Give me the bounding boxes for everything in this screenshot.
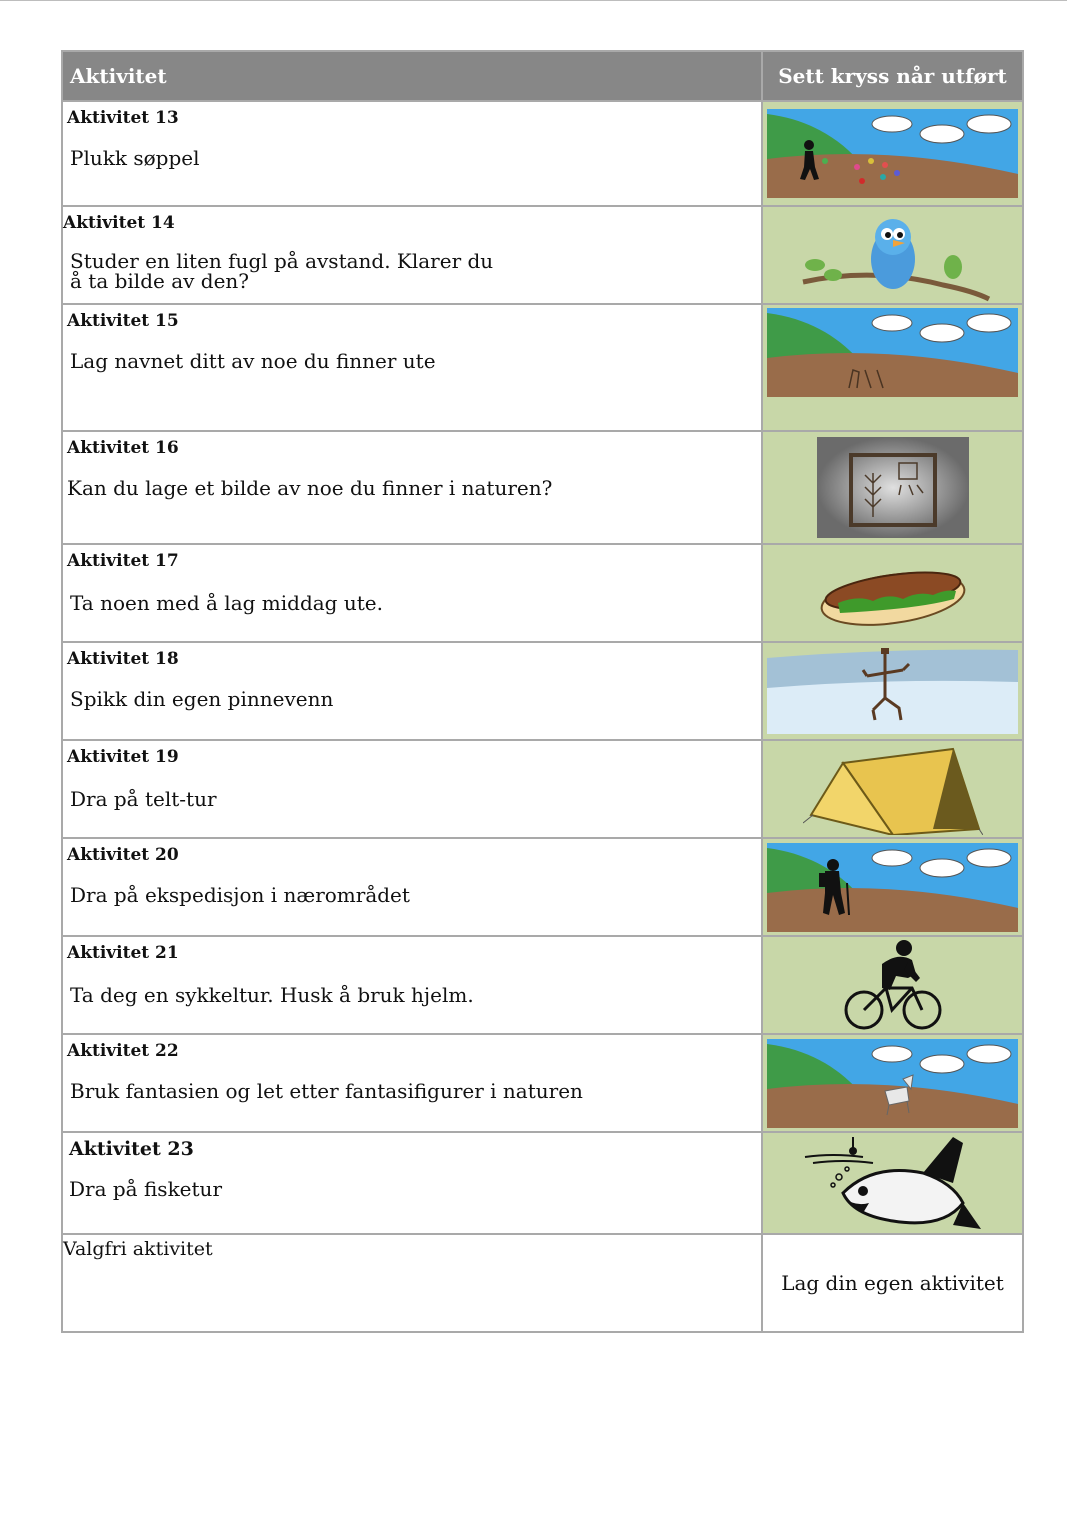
table-row xyxy=(62,304,1023,431)
activity-description: Kan du lage et bilde av noe du finner i naturen? xyxy=(67,476,553,500)
activity-description: Dra på telt-tur xyxy=(70,787,217,811)
activity-cell xyxy=(62,642,762,740)
activity-cell xyxy=(62,936,762,1034)
activity-label: Aktivitet 15 xyxy=(67,311,179,331)
table-header-row xyxy=(62,51,1023,101)
landscape-fantasy-figure-icon xyxy=(767,1039,1018,1128)
activity-label: Aktivitet 20 xyxy=(67,845,179,865)
activity-label: Aktivitet 18 xyxy=(67,649,179,669)
check-cell[interactable] xyxy=(762,304,1023,431)
activity-table xyxy=(61,50,1024,1333)
activity-label: Aktivitet 23 xyxy=(69,1138,194,1160)
activity-description: Spikk din egen pinnevenn xyxy=(70,687,334,711)
bird-on-branch-icon xyxy=(793,207,993,303)
custom-activity-cell xyxy=(62,1234,762,1332)
stick-frame-picture-icon xyxy=(817,437,969,538)
table-row xyxy=(62,838,1023,936)
check-cell[interactable] xyxy=(762,431,1023,544)
custom-activity-label: Valgfri aktivitet xyxy=(63,1238,213,1260)
activity-description: Bruk fantasien og let etter fantasifigurer i naturen xyxy=(70,1079,583,1103)
activity-cell xyxy=(62,544,762,642)
table-row xyxy=(62,642,1023,740)
table-row xyxy=(62,936,1023,1034)
landscape-stick-letters-icon xyxy=(767,308,1018,397)
table-row-custom xyxy=(62,1234,1023,1332)
landscape-litter-picker-icon xyxy=(767,109,1018,198)
activity-label: Aktivitet 17 xyxy=(67,551,179,571)
activity-cell xyxy=(62,304,762,431)
check-cell[interactable] xyxy=(762,544,1023,642)
tent-icon xyxy=(803,743,983,835)
activity-label: Aktivitet 16 xyxy=(67,438,179,458)
activity-description: Ta noen med å lag middag ute. xyxy=(70,591,383,615)
activity-description: Lag navnet ditt av noe du finner ute xyxy=(70,349,436,373)
custom-activity-text: Lag din egen aktivitet xyxy=(781,1271,1004,1295)
hotdog-icon xyxy=(818,557,968,629)
activity-cell xyxy=(62,101,762,206)
activity-cell xyxy=(62,206,762,304)
activity-label: Aktivitet 22 xyxy=(67,1041,179,1061)
activity-description: Ta deg en sykkeltur. Husk å bruk hjelm. xyxy=(70,983,474,1007)
check-cell[interactable] xyxy=(762,101,1023,206)
check-cell[interactable] xyxy=(762,642,1023,740)
cyclist-icon xyxy=(842,938,944,1032)
activity-cell xyxy=(62,838,762,936)
table-row xyxy=(62,740,1023,838)
activity-cell xyxy=(62,1034,762,1132)
check-cell[interactable] xyxy=(762,936,1023,1034)
fish-jumping-icon xyxy=(803,1133,983,1233)
page-top-rule xyxy=(0,0,1067,1)
stick-figure-icon xyxy=(767,648,1018,734)
activity-cell xyxy=(62,740,762,838)
custom-activity-right-cell[interactable] xyxy=(762,1234,1023,1332)
activity-label: Aktivitet 21 xyxy=(67,943,179,963)
activity-description: Dra på fisketur xyxy=(69,1177,222,1201)
table-row xyxy=(62,206,1023,304)
table-row xyxy=(62,544,1023,642)
activity-cell xyxy=(62,431,762,544)
check-cell[interactable] xyxy=(762,1034,1023,1132)
activity-description: Plukk søppel xyxy=(70,146,200,170)
check-cell[interactable] xyxy=(762,1132,1023,1234)
activity-label: Aktivitet 14 xyxy=(63,213,175,233)
table-row xyxy=(62,1034,1023,1132)
table-row xyxy=(62,431,1023,544)
check-cell[interactable] xyxy=(762,838,1023,936)
activity-description: Studer en liten fugl på avstand. Klarer du å ta bilde av den? xyxy=(70,249,494,293)
check-cell[interactable] xyxy=(762,740,1023,838)
landscape-hiker-icon xyxy=(767,843,1018,932)
header-activity: Aktivitet xyxy=(62,51,762,101)
table-row xyxy=(62,101,1023,206)
activity-cell xyxy=(62,1132,762,1234)
activity-label: Aktivitet 19 xyxy=(67,747,179,767)
table-row xyxy=(62,1132,1023,1234)
check-cell[interactable] xyxy=(762,206,1023,304)
activity-description: Dra på ekspedisjon i nærområdet xyxy=(70,883,410,907)
header-check-when-done: Sett kryss når utført xyxy=(762,51,1023,101)
activity-label: Aktivitet 13 xyxy=(67,108,179,128)
